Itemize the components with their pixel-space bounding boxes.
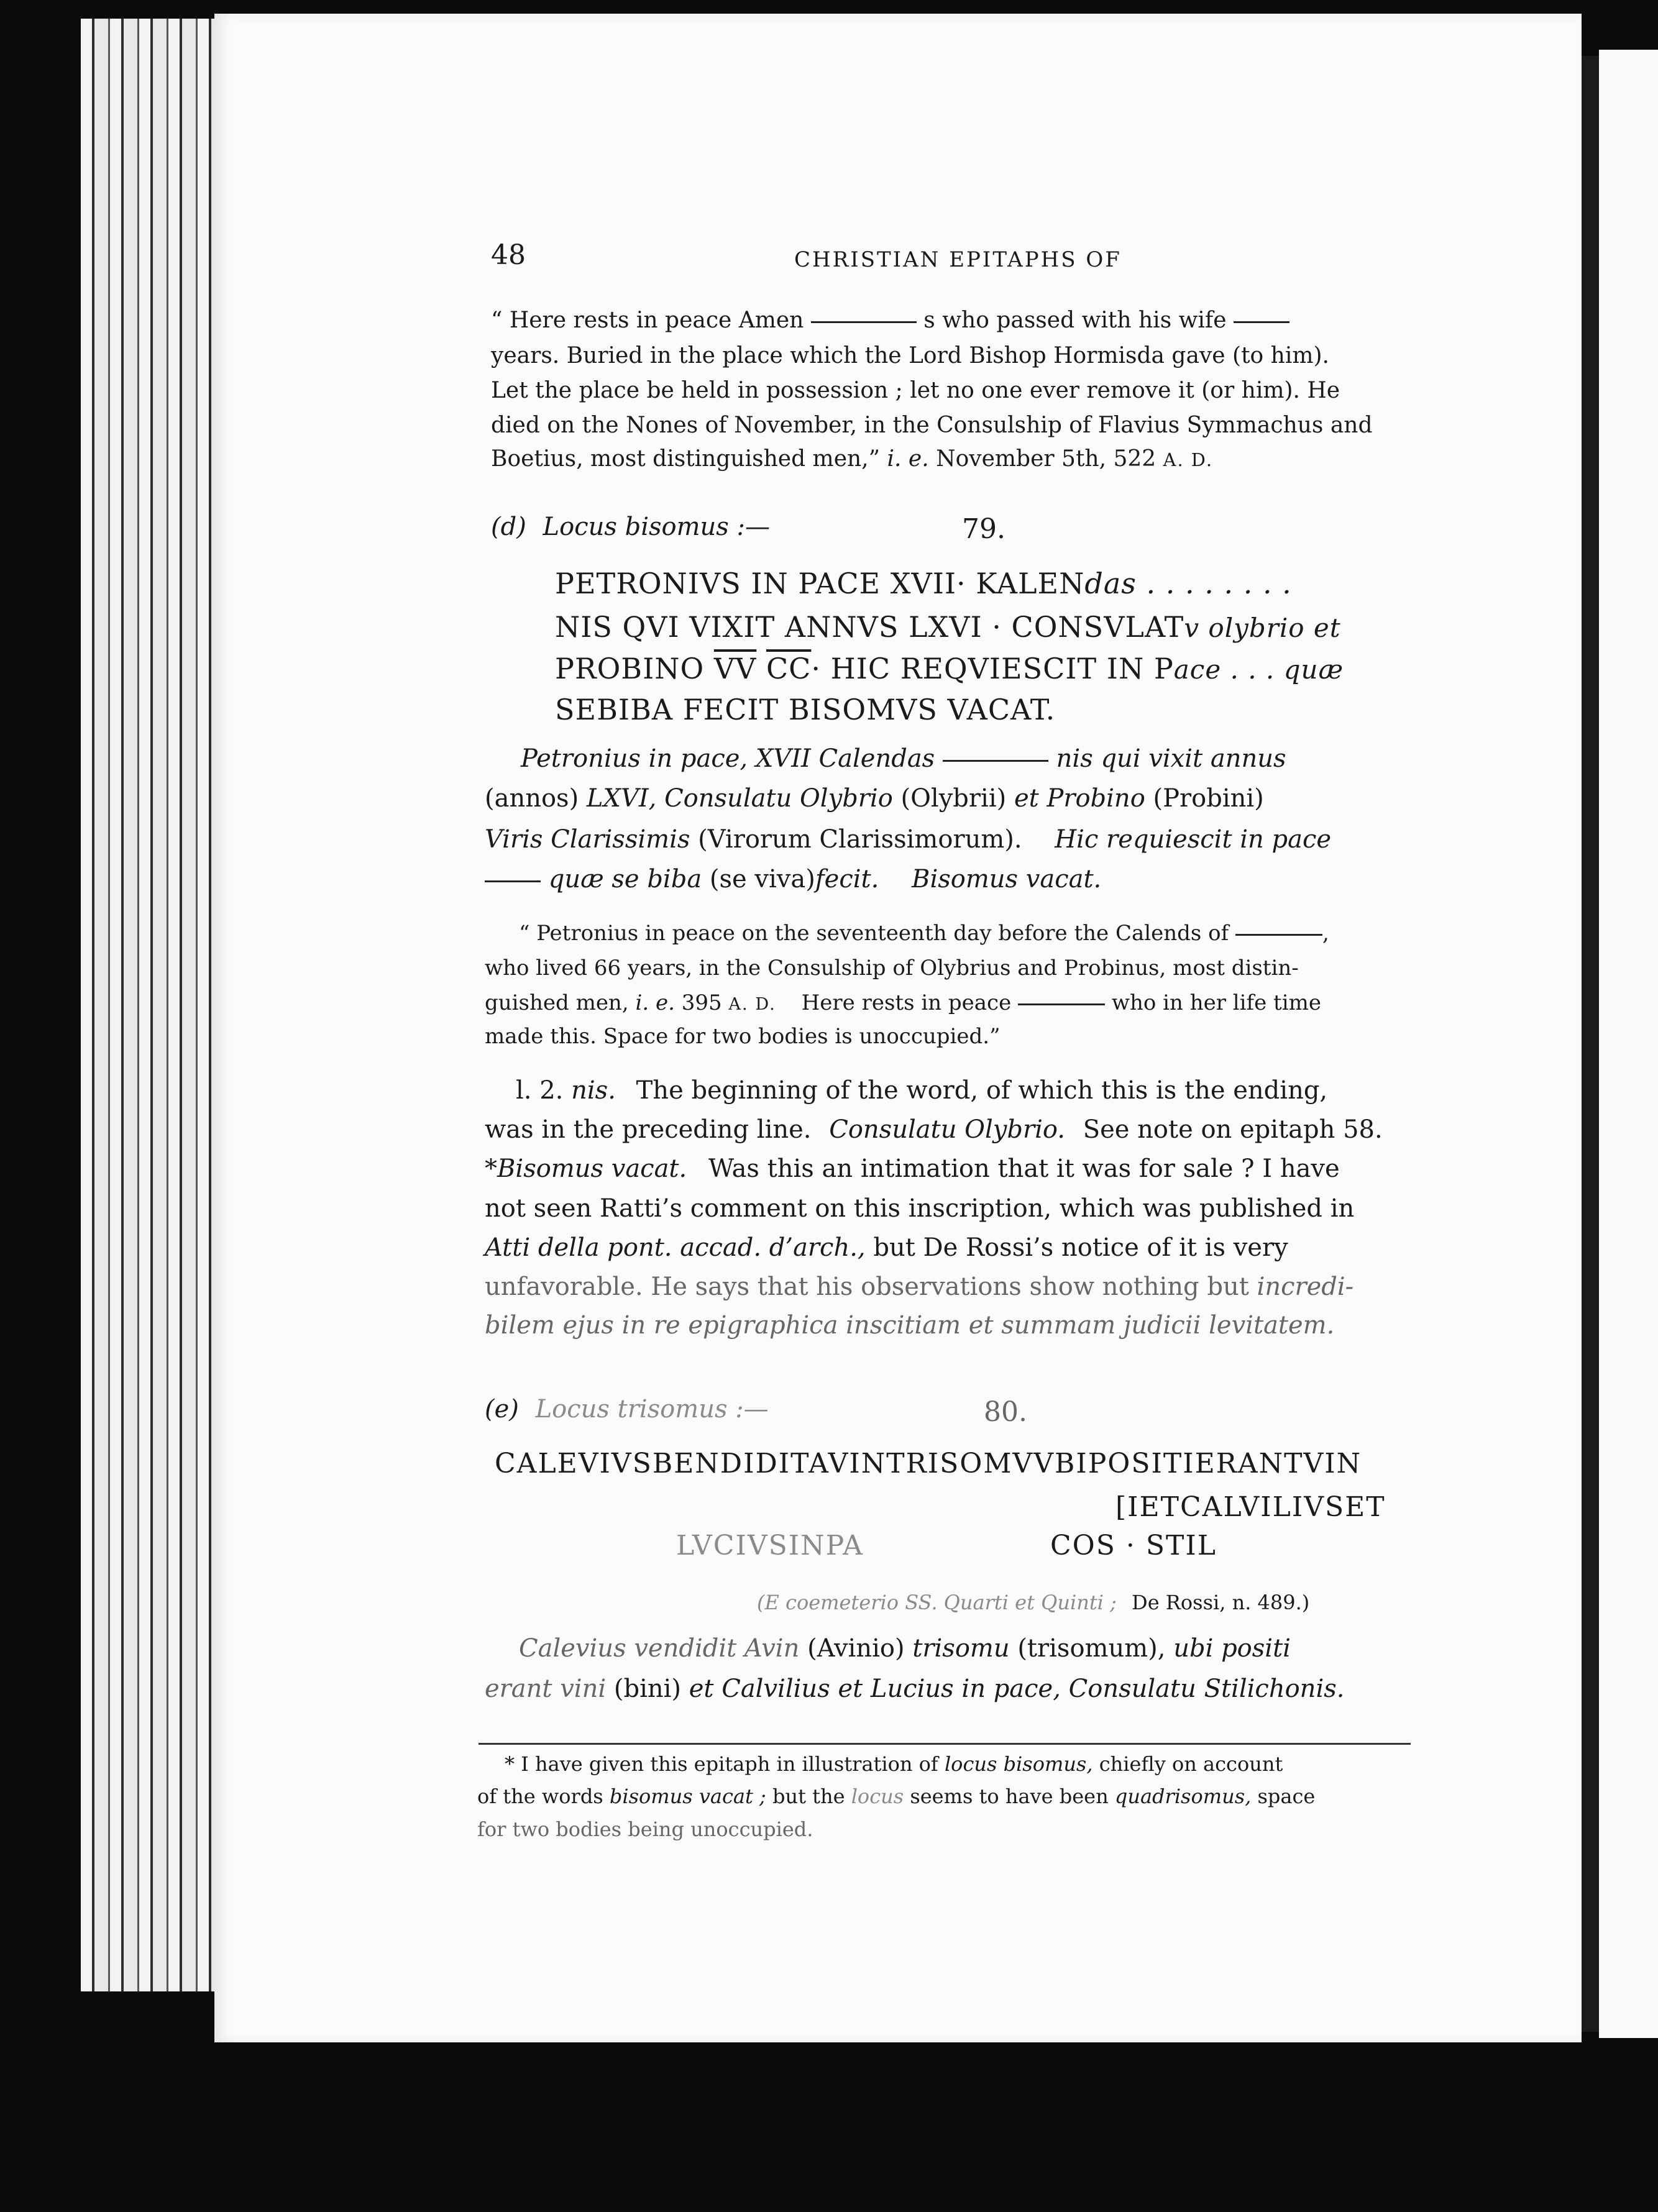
epitaph-number: 80. (984, 1396, 1027, 1428)
text-line: was in the preceding line. Consulatu Olybrio. See note on epitaph 58. (485, 1115, 1383, 1144)
section-label: (e) Locus trisomus :— (485, 1395, 769, 1424)
text-line: made this. Space for two bodies is unoccupied.” (485, 1024, 1001, 1049)
lacuna-dash (1235, 934, 1322, 936)
inscription-line: PROBINO $\overline{VV}$ $\overline{CC}\cdot$ HIC REQVIESCIT IN Pace . . . quæ (555, 652, 1344, 685)
text-line: “ Petronius in peace on the seventeenth day before the Calends of , (519, 921, 1329, 946)
text-line: Calevius vendidit Avin (Avinio) trisomu (trisomum), ubi positi (519, 1634, 1291, 1663)
text-line: (annos) LXVI, Consulatu Olybrio (Olybrii) et Probino (Probini) (485, 784, 1264, 813)
inscription-line: LVCIVSINPA (676, 1530, 864, 1561)
text-line: years. Buried in the place which the Lord Bishop Hormisda gave (to him). (491, 343, 1329, 368)
text-line: Petronius in pace, XVII Calendas nis qui vixit annus (521, 744, 1286, 773)
lacuna-dash (1234, 321, 1289, 323)
text-line: unfavorable. He says that his observations show nothing but incredi- (485, 1273, 1354, 1301)
footnote-rule (479, 1743, 1411, 1745)
text-line: erant vini (bini) et Calvilius et Lucius in pace, Consulatu Stilichonis. (485, 1675, 1345, 1703)
text-line: died on the Nones of November, in the Consulship of Flavius Symmachus and (491, 413, 1373, 438)
text-line: guished men, i. e. 395 A. D. Here rests in peace who in her life time (485, 990, 1321, 1015)
epitaph-number: 79. (962, 513, 1005, 545)
text-line: of the words bisomus vacat ; but the locus seems to have been quadrisomus, space (477, 1785, 1316, 1808)
inscription-line: PETRONIVS IN PACE XVII· KALENdas . . . . . . . . (555, 567, 1292, 600)
text-line: Boetius, most distinguished men,” i. e. November 5th, 522 A. D. (491, 446, 1213, 472)
text-line: Let the place be held in possession ; let no one ever remove it (or him). He (491, 378, 1340, 403)
lacuna-dash (943, 760, 1048, 762)
text-line: Viris Clarissimis (Virorum Clarissimorum). Hic requiescit in pace (485, 825, 1332, 854)
text-line: bilem ejus in re epigraphica inscitiam et summam judicii levitatem. (485, 1311, 1335, 1340)
inscription-line: CALEVIVSBENDIDITAVINTRISOMVVBIPOSITIERANTVIN (495, 1448, 1362, 1479)
inscription-line: [IETCALVILIVSET (1115, 1491, 1386, 1523)
text-line: “ Here rests in peace Amen s who passed with his wife (491, 308, 1289, 333)
text-line: not seen Ratti’s comment on this inscription, which was published in (485, 1194, 1355, 1223)
lacuna-dash (811, 321, 917, 323)
page-number: 48 (491, 239, 526, 271)
facing-page-edge (1599, 50, 1658, 2038)
text-line: who lived 66 years, in the Consulship of Olybrius and Probinus, most distin- (485, 956, 1299, 980)
source-citation: (E coemeterio SS. Quarti et Quinti ; De Rossi, n. 489.) (757, 1591, 1310, 1614)
text-line: *Bisomus vacat. Was this an intimation that it was for sale ? I have (485, 1154, 1340, 1183)
text-line: * I have given this epitaph in illustration of locus bisomus, chiefly on account (505, 1752, 1283, 1776)
section-label: (d) Locus bisomus :— (491, 513, 771, 541)
text-line: quæ se biba (se viva)fecit. Bisomus vacat. (485, 865, 1101, 893)
text-line: Atti della pont. accad. d’arch., but De Rossi’s notice of it is very (485, 1233, 1288, 1262)
inscription-line: SEBIBA FECIT BISOMVS VACAT. (555, 693, 1056, 726)
inscription-line: COS · STIL (1050, 1530, 1217, 1561)
lacuna-dash (485, 880, 541, 882)
text-line: l. 2. nis. The beginning of the word, of which this is the ending, (516, 1076, 1328, 1105)
stacked-page-edges (81, 19, 224, 1991)
book-gutter (1582, 56, 1599, 2032)
text-line: for two bodies being unoccupied. (477, 1817, 813, 1841)
inscription-line: NIS QVI VIXIT ANNVS LXVI · CONSVLATv olybrio et (555, 610, 1341, 644)
lacuna-dash (1018, 1003, 1105, 1005)
running-title: CHRISTIAN EPITAPHS OF (794, 247, 1122, 272)
